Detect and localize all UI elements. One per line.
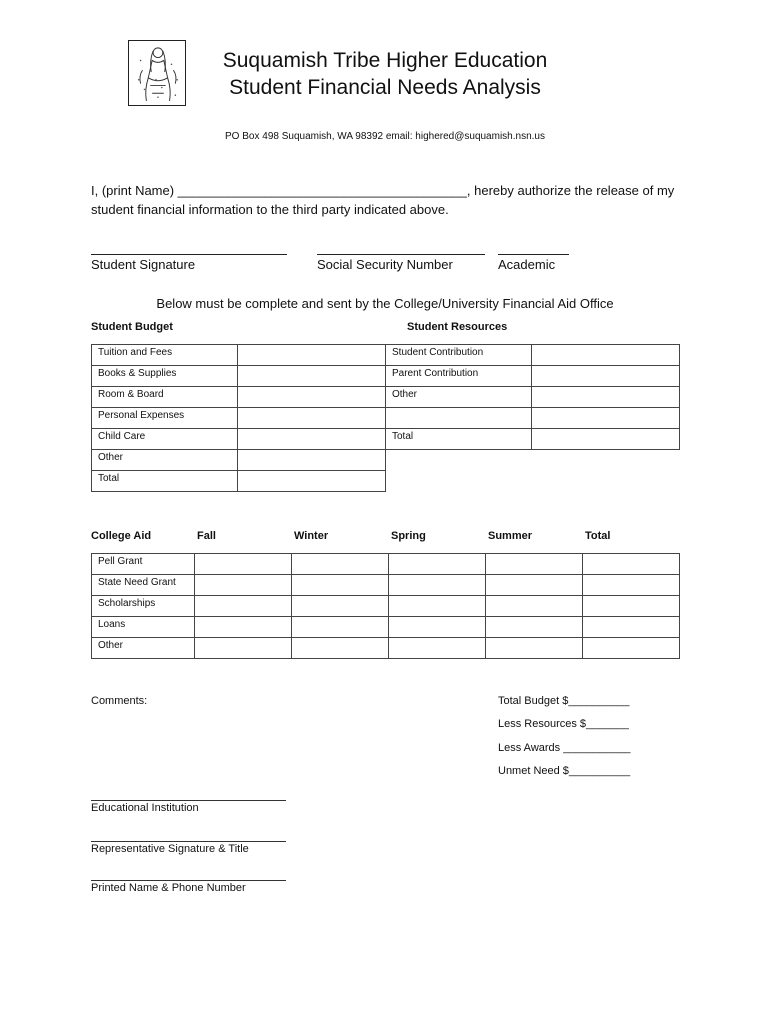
budget-input[interactable] <box>238 408 386 429</box>
budget-label: Books & Supplies <box>92 366 238 387</box>
student-budget-table <box>91 344 386 492</box>
table-row <box>92 554 680 575</box>
resource-input[interactable] <box>532 408 680 429</box>
aid-input[interactable] <box>389 617 486 638</box>
aid-input[interactable] <box>292 575 389 596</box>
aid-input[interactable] <box>486 638 583 659</box>
winter-heading: Winter <box>294 530 329 542</box>
aid-label: State Need Grant <box>92 575 195 596</box>
rep-signature-line[interactable] <box>91 841 286 842</box>
total-heading: Total <box>585 530 611 542</box>
spring-heading: Spring <box>391 530 426 542</box>
aid-input[interactable] <box>292 596 389 617</box>
table-row <box>386 366 680 387</box>
table-row <box>386 429 680 450</box>
instruction-text: Below must be complete and sent by the College/University Financial Aid Office <box>156 296 614 311</box>
aid-input[interactable] <box>292 617 389 638</box>
budget-input[interactable] <box>238 450 386 471</box>
aid-input[interactable] <box>195 638 292 659</box>
aid-input[interactable] <box>583 638 680 659</box>
academic-label: Academic <box>498 257 556 272</box>
resource-label <box>386 408 532 429</box>
table-row <box>92 408 386 429</box>
table-row <box>92 575 680 596</box>
student-budget-heading: Student Budget <box>91 321 173 333</box>
summer-heading: Summer <box>488 530 533 542</box>
unmet-need-field[interactable]: Unmet Need $__________ <box>498 765 631 777</box>
table-row <box>92 596 680 617</box>
budget-label: Tuition and Fees <box>92 345 238 366</box>
aid-input[interactable] <box>292 554 389 575</box>
ssn-label: Social Security Number <box>317 257 453 272</box>
aid-input[interactable] <box>195 554 292 575</box>
budget-input[interactable] <box>238 471 386 492</box>
table-row <box>386 345 680 366</box>
resource-input[interactable] <box>532 387 680 408</box>
aid-input[interactable] <box>292 638 389 659</box>
form-title-line1: Suquamish Tribe Higher Education <box>222 49 548 72</box>
budget-label: Other <box>92 450 238 471</box>
resource-input[interactable] <box>532 345 680 366</box>
resource-label: Student Contribution <box>386 345 532 366</box>
address-line: PO Box 498 Suquamish, WA 98392 email: highered@suquamish.nsn.us <box>225 131 545 142</box>
aid-input[interactable] <box>389 638 486 659</box>
budget-label: Total <box>92 471 238 492</box>
budget-input[interactable] <box>238 387 386 408</box>
student-resources-heading: Student Resources <box>407 321 508 333</box>
table-row <box>386 387 680 408</box>
aid-label: Scholarships <box>92 596 195 617</box>
aid-input[interactable] <box>583 554 680 575</box>
table-row <box>92 617 680 638</box>
student-signature-label: Student Signature <box>91 257 196 272</box>
student-resources-table <box>385 344 680 450</box>
aid-input[interactable] <box>389 575 486 596</box>
budget-label: Room & Board <box>92 387 238 408</box>
aid-input[interactable] <box>195 596 292 617</box>
printed-name-line[interactable] <box>91 880 286 881</box>
resource-input[interactable] <box>532 366 680 387</box>
table-row <box>92 450 386 471</box>
resource-input[interactable] <box>532 429 680 450</box>
less-resources-field[interactable]: Less Resources $_______ <box>498 718 629 730</box>
aid-input[interactable] <box>486 617 583 638</box>
budget-input[interactable] <box>238 345 386 366</box>
printed-name-label: Printed Name & Phone Number <box>91 882 246 894</box>
budget-input[interactable] <box>238 366 386 387</box>
institution-line[interactable] <box>91 800 286 801</box>
student-signature-line[interactable] <box>91 254 287 255</box>
form-title-line2: Student Financial Needs Analysis <box>229 76 541 99</box>
total-budget-field[interactable]: Total Budget $__________ <box>498 695 630 707</box>
aid-label: Pell Grant <box>92 554 195 575</box>
tribe-logo <box>128 40 186 106</box>
institution-label: Educational Institution <box>91 802 199 814</box>
aid-label: Other <box>92 638 195 659</box>
resource-label: Total <box>386 429 532 450</box>
resource-label: Parent Contribution <box>386 366 532 387</box>
less-awards-field[interactable]: Less Awards ___________ <box>498 742 631 754</box>
budget-label: Child Care <box>92 429 238 450</box>
figure-illustration-icon <box>129 41 185 105</box>
aid-input[interactable] <box>486 554 583 575</box>
budget-input[interactable] <box>238 429 386 450</box>
table-row <box>92 345 386 366</box>
aid-label: Loans <box>92 617 195 638</box>
aid-input[interactable] <box>486 596 583 617</box>
table-row <box>92 638 680 659</box>
aid-input[interactable] <box>486 575 583 596</box>
authorization-line2: student financial information to the third party indicated above. <box>91 202 449 217</box>
fall-heading: Fall <box>197 530 216 542</box>
comments-label: Comments: <box>91 695 148 707</box>
budget-label: Personal Expenses <box>92 408 238 429</box>
rep-signature-label: Representative Signature & Title <box>91 843 249 855</box>
table-row <box>92 387 386 408</box>
table-row <box>92 471 386 492</box>
aid-input[interactable] <box>583 596 680 617</box>
college-aid-table <box>91 553 680 659</box>
resource-label: Other <box>386 387 532 408</box>
aid-input[interactable] <box>583 617 680 638</box>
table-row <box>386 408 680 429</box>
aid-input[interactable] <box>389 554 486 575</box>
authorization-line1: I, (print Name) ________________________________________, hereby authorize the release of my <box>91 183 675 198</box>
college-aid-heading: College Aid <box>91 530 152 542</box>
aid-input[interactable] <box>583 575 680 596</box>
table-row <box>92 429 386 450</box>
aid-input[interactable] <box>195 575 292 596</box>
table-row <box>92 366 386 387</box>
aid-input[interactable] <box>389 596 486 617</box>
aid-input[interactable] <box>195 617 292 638</box>
ssn-line[interactable] <box>317 254 485 255</box>
academic-line[interactable] <box>498 254 569 255</box>
